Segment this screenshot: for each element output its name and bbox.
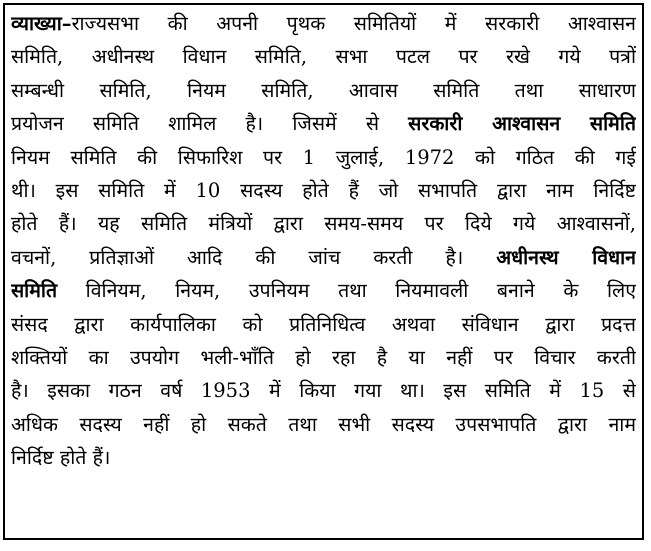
- text-line-6: [11, 174, 636, 207]
- text-segment: है। इसका गठन वर्ष 1953 में किया गया था। इस समिति में 15 से: [11, 379, 636, 403]
- text-segment: प्रयोजन समिति शामिल है। जिसमें से: [11, 112, 409, 136]
- explanation-text-box: [3, 3, 644, 540]
- text-line-12: [11, 374, 636, 407]
- text-line-3: [11, 74, 636, 107]
- text-segment: वचनों, प्रतिज्ञाओं आदि की जांच करती है।: [11, 245, 497, 269]
- text-segment: समिति, अधीनस्थ विधान समिति, सभा पटल पर रखे गये पत्रों: [11, 45, 636, 69]
- cut-off-text-fragment: [120, 544, 240, 551]
- text-line-14: [11, 441, 636, 474]
- text-line-8: [11, 241, 636, 274]
- text-line-10: [11, 308, 636, 341]
- text-segment: संसद द्वारा कार्यपालिका को प्रतिनिधित्व अथवा संविधान द्वारा प्रदत्त: [11, 312, 636, 336]
- text-line-7: [11, 207, 636, 240]
- text-line-1: [11, 7, 636, 40]
- explanation-heading: व्याख्या–: [11, 12, 72, 35]
- bold-term-committee: समिति: [11, 279, 58, 303]
- text-segment: निर्दिष्ट होते हैं।: [11, 446, 111, 470]
- text-segment: सम्बन्धी समिति, नियम समिति, आवास समिति तथा साधारण: [11, 78, 636, 102]
- text-segment: राज्यसभा की अपनी पृथक समितियों में सरकारी आश्वासन: [71, 12, 636, 35]
- text-line-13: [11, 408, 636, 441]
- text-line-5: [11, 141, 636, 174]
- text-segment: नियम समिति की सिफारिश पर 1 जुलाई, 1972 को गठित की गई: [11, 145, 636, 169]
- text-segment: थी। इस समिति में 10 सदस्य होते हैं जो सभापति द्वारा नाम निर्दिष्ट: [11, 178, 636, 202]
- text-line-9: [11, 274, 636, 307]
- bold-term-subordinate-legislation: अधीनस्थ विधान: [496, 245, 636, 269]
- bold-term-government-assurances-committee: सरकारी आश्वासन समिति: [408, 112, 636, 136]
- text-line-2: [11, 40, 636, 73]
- text-line-4: [11, 107, 636, 140]
- text-segment: विनियम, नियम, उपनियम तथा नियमावली बनाने के लिए: [57, 279, 636, 303]
- text-line-11: [11, 341, 636, 374]
- text-segment: शक्तियों का उपयोग भली-भाँति हो रहा है या नहीं पर विचार करती: [11, 345, 636, 369]
- text-segment: होते हैं। यह समिति मंत्रियों द्वारा समय-समय पर दिये गये आश्वासनों,: [11, 212, 636, 236]
- text-segment: अधिक सदस्य नहीं हो सकते तथा सभी सदस्य उपसभापति द्वारा नाम: [11, 412, 636, 436]
